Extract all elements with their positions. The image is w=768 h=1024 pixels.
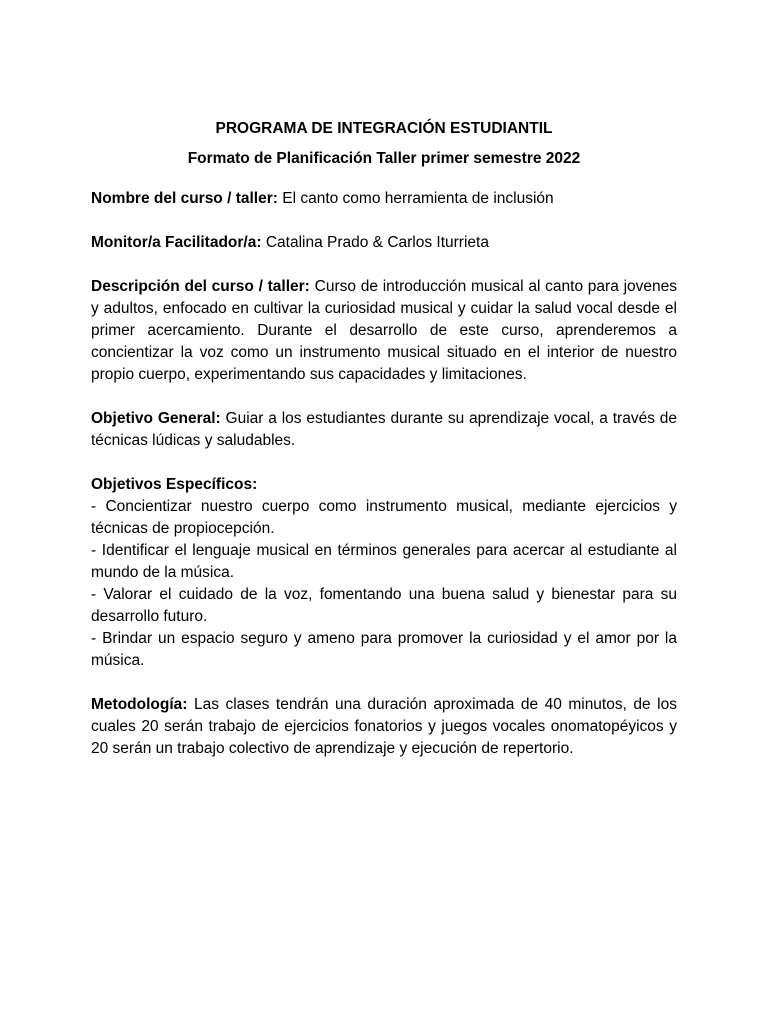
facilitators-value: Catalina Prado & Carlos Iturrieta xyxy=(265,234,489,251)
facilitators-field xyxy=(91,232,677,254)
description-label: Descripción del curso / taller: xyxy=(91,278,310,295)
description-field xyxy=(91,276,677,386)
course-name-field xyxy=(91,188,677,210)
general-objective-label: Objetivo General: xyxy=(91,410,221,427)
general-objective-field xyxy=(91,408,677,452)
specific-objectives-label: Objetivos Específicos: xyxy=(91,476,258,493)
course-name-value: El canto como herramienta de inclusión xyxy=(282,190,554,207)
course-name-label: Nombre del curso / taller: xyxy=(91,190,278,207)
document-content xyxy=(91,118,677,782)
specific-objective-item: - Valorar el cuidado de la voz, fomentando una buena salud y bienestar para su desarrollo futuro. xyxy=(91,586,677,625)
facilitators-label: Monitor/a Facilitador/a: xyxy=(91,234,262,251)
specific-objective-item: - Identificar el lenguaje musical en términos generales para acercar al estudiante al mundo de la música. xyxy=(91,542,677,581)
description-value: Curso de introducción musical al canto para jovenes y adultos, enfocado en cultivar la curiosidad musical y cuidar la salud vocal desde el primer acercamiento. Durante el desarrollo de este curso, aprenderemos a concientizar la voz como un instrumento musical situado en el interior de nuestro propio cuerpo, experimentando sus capacidades y limitaciones. xyxy=(91,278,678,383)
document-subtitle: Formato de Planificación Taller primer semestre 2022 xyxy=(187,150,581,167)
methodology-label: Metodología: xyxy=(91,696,188,713)
methodology-field xyxy=(91,694,677,760)
specific-objective-item: - Brindar un espacio seguro y ameno para promover la curiosidad y el amor por la música. xyxy=(91,630,677,669)
specific-objectives-section xyxy=(91,474,677,672)
specific-objective-item: - Concientizar nuestro cuerpo como instrumento musical, mediante ejercicios y técnicas de propiocepción. xyxy=(91,498,677,537)
document-title: PROGRAMA DE INTEGRACIÓN ESTUDIANTIL xyxy=(215,120,553,137)
methodology-value: Las clases tendrán una duración aproximada de 40 minutos, de los cuales 20 serán trabajo de ejercicios fonatorios y juegos vocales onomatopéyicos y 20 serán un trabajo colectivo de aprendizaje y ejecución de repertorio. xyxy=(91,696,677,757)
general-objective-value: Guiar a los estudiantes durante su aprendizaje vocal, a través de técnicas lúdicas y saludables. xyxy=(91,410,677,449)
